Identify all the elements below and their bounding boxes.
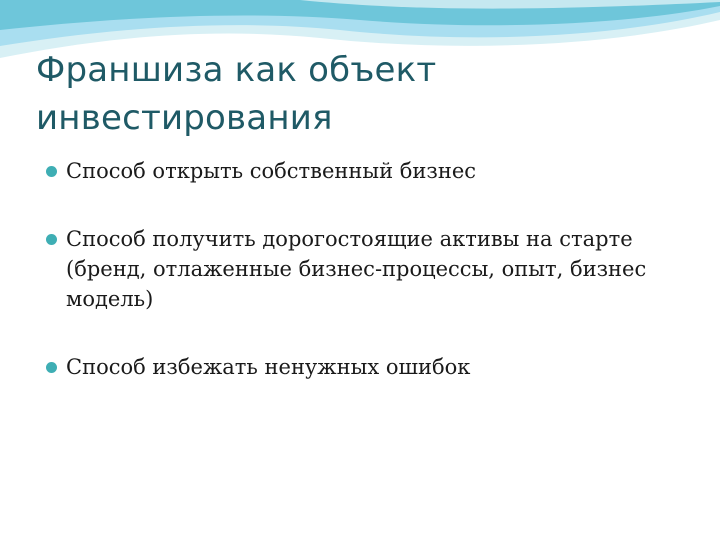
bullet-text: Способ получить дорогостоящие активы на старте (бренд, отлаженные бизнес-процессы, опыт, бизнес модель) <box>66 227 647 311</box>
bullet-item-acquire-assets <box>46 224 686 314</box>
bullet-dot-icon <box>46 166 57 177</box>
bullet-item-open-business <box>46 156 686 186</box>
bullet-text: Способ открыть собственный бизнес <box>66 159 477 183</box>
bullet-list <box>46 156 686 382</box>
slide-title-line-1: Франшиза как объект <box>36 50 437 90</box>
slide-title <box>36 46 676 142</box>
bullet-dot-icon <box>46 234 57 245</box>
bullet-dot-icon <box>46 362 57 373</box>
bullet-text: Способ избежать ненужных ошибок <box>66 355 471 379</box>
slide-title-line-2: инвестирования <box>36 98 333 138</box>
bullet-item-avoid-mistakes <box>46 352 686 382</box>
